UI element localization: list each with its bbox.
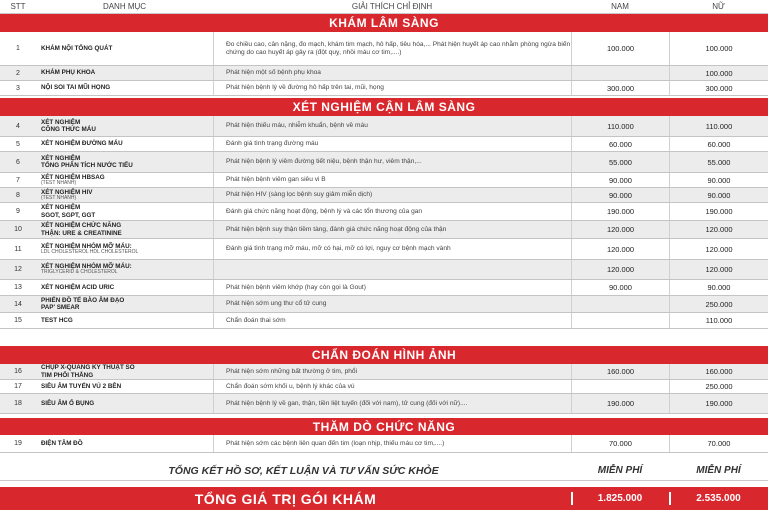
total-label: TỔNG GIÁ TRỊ GÓI KHÁM [194, 490, 377, 507]
row-price-nu: 100.000 [669, 66, 768, 80]
row-stt: 12 [14, 266, 22, 273]
total-bar [0, 487, 768, 510]
item-name-line: XÉT NGHIỆM HBSAG [41, 173, 105, 181]
table-row [0, 260, 768, 280]
row-desc [213, 260, 571, 279]
row-stt: 11 [14, 245, 22, 253]
row-stt: 8 [16, 191, 20, 199]
header-stt: STT [10, 2, 26, 11]
row-stt: 15 [14, 317, 22, 324]
table-header [0, 0, 768, 14]
row-stt: 16 [14, 368, 22, 375]
row-desc: Phát hiện một số bệnh phụ khoa [213, 66, 571, 80]
row-item [36, 152, 213, 172]
row-stt: 2 [16, 69, 20, 77]
row-desc: Đánh giá chức năng hoạt động, bệnh lý và các tổn thương của gan [213, 203, 571, 220]
row-desc: Phát hiện sớm những bất thường ở tim, phổi [213, 364, 571, 379]
item-name-line: XÉT NGHIỆM NHÓM MỠ MÁU: [41, 263, 132, 270]
table-row [0, 296, 768, 313]
row-desc: Phát hiện bệnh lý về đường hô hấp trên tai, mũi, họng [213, 81, 571, 95]
row-desc: Phát hiện sớm ung thư cổ tử cung [213, 296, 571, 312]
row-item [36, 380, 213, 393]
row-desc: Chẩn đoán thai sớm [213, 313, 571, 328]
row-desc: Phát hiện bệnh lý viêm đường tiết niệu, bệnh thận hư, viêm thận,... [213, 152, 571, 172]
row-price-nu: 55.000 [669, 152, 768, 172]
table-row [0, 116, 768, 137]
row-price-nu: 190.000 [669, 394, 768, 413]
row-price-nu: 90.000 [669, 280, 768, 295]
row-price-nam: 55.000 [571, 152, 669, 172]
row-price-nu: 70.000 [669, 435, 768, 452]
row-desc: Phát hiện HIV (sàng lọc bệnh suy giảm miễn dịch) [213, 188, 571, 202]
row-price-nam: 120.000 [571, 239, 669, 259]
row-price-nu: 100.000 [669, 32, 768, 65]
row-price-nu: 300.000 [669, 81, 768, 95]
header-nam: NAM [611, 2, 629, 11]
row-desc: Phát hiện bệnh suy thận tiềm tàng, đánh giá chức năng hoạt động của thận [213, 221, 571, 238]
row-price-nam [571, 313, 669, 328]
row-item [36, 296, 213, 312]
row-price-nam: 70.000 [571, 435, 669, 452]
row-item [36, 239, 213, 259]
row-price-nu: 120.000 [669, 221, 768, 238]
row-price-nam: 100.000 [571, 32, 669, 65]
row-stt: 3 [16, 84, 20, 92]
row-item [36, 116, 213, 136]
row-price-nam: 120.000 [571, 260, 669, 279]
row-stt: 14 [14, 300, 22, 308]
table-row [0, 152, 768, 173]
row-stt: 10 [14, 226, 22, 233]
total-nu: 2.535.000 [696, 493, 741, 504]
row-price-nam: 190.000 [571, 203, 669, 220]
row-item [36, 435, 213, 452]
item-name-line: XÉT NGHIỆM ĐƯỜNG MÁU [41, 140, 123, 148]
item-name-line: KHÁM PHỤ KHOA [41, 69, 96, 77]
row-desc: Đánh giá tình trạng mỡ máu, mỡ có hại, mỡ có lợi, nguy cơ bệnh mạch vành [213, 239, 571, 259]
row-item [36, 313, 213, 328]
row-stt: 5 [16, 140, 20, 148]
table-row [0, 280, 768, 296]
row-price-nu: 110.000 [669, 313, 768, 328]
item-name-line: XÉT NGHIỆM ACID URIC [41, 283, 115, 291]
header-danh-muc: DANH MỤC [102, 2, 147, 11]
row-price-nu: 250.000 [669, 296, 768, 312]
row-stt: 19 [14, 440, 22, 447]
row-desc: Đánh giá tình trạng đường máu [213, 137, 571, 151]
item-name-line: PHIẾN ĐỒ TẾ BÀO ÂM ĐẠO [41, 296, 125, 304]
table-row [0, 66, 768, 81]
row-price-nu: 60.000 [669, 137, 768, 151]
row-price-nam: 190.000 [571, 394, 669, 413]
row-desc: Phát hiện thiếu máu, nhiễm khuẩn, bệnh về máu [213, 116, 571, 136]
summary-nu: MIỄN PHÍ [696, 465, 741, 476]
row-price-nam: 300.000 [571, 81, 669, 95]
row-stt: 1 [16, 45, 20, 52]
row-item [36, 203, 213, 220]
row-desc: Phát hiện bệnh lý về gan, thận, tiền liệt tuyến (đối với nam), tử cung (đối với nữ).... [213, 394, 571, 413]
table-row [0, 313, 768, 329]
row-price-nu: 90.000 [669, 173, 768, 187]
table-row [0, 32, 768, 66]
row-desc: Phát hiện bệnh viêm gan siêu vi B [213, 173, 571, 187]
row-item [36, 188, 213, 202]
item-name-sub: (TEST NHANH) [41, 194, 77, 201]
row-stt: 13 [14, 284, 22, 291]
item-name-line: XÉT NGHIỆM [41, 204, 81, 212]
item-name-line: CHỤP X-QUANG KỸ THUẬT SỐ [41, 364, 135, 372]
row-stt: 6 [16, 158, 20, 166]
row-item [36, 394, 213, 413]
item-name-line: TEST HCG [41, 316, 73, 324]
table-row [0, 380, 768, 394]
table-row [0, 239, 768, 260]
item-name-line: CÔNG THỨC MÁU [41, 126, 96, 133]
table-row [0, 394, 768, 414]
row-item [36, 137, 213, 151]
table-row [0, 435, 768, 453]
row-price-nu: 110.000 [669, 116, 768, 136]
item-name-line: NỘI SOI TAI MŨI HỌNG [41, 84, 111, 92]
item-name-sub: LDL CHOLESTEROL HDL CHOLESTEROL [41, 248, 139, 255]
item-name-sub: TRIGLYCERID & CHOLESTEROL [41, 269, 118, 276]
section-header: CHẨN ĐOÁN HÌNH ẢNH [0, 346, 768, 364]
header-giai-thich: GIẢI THÍCH CHỈ ĐỊNH [351, 2, 433, 11]
table-row [0, 203, 768, 221]
item-name-line: ĐIỆN TÂM ĐỒ [41, 439, 83, 447]
header-nu: NỮ [712, 2, 725, 11]
item-name-line: XÉT NGHIỆM CHỨC NĂNG [41, 222, 122, 230]
row-desc: Chẩn đoán sớm khối u, bệnh lý khác của vú [213, 380, 571, 393]
row-item [36, 81, 213, 95]
item-name-line: THẬN: URE & CREATININE [41, 229, 122, 237]
table-row [0, 364, 768, 380]
row-price-nam: 90.000 [571, 280, 669, 295]
row-stt: 9 [16, 208, 20, 215]
row-item [36, 32, 213, 65]
table-row [0, 221, 768, 239]
row-item [36, 221, 213, 238]
row-item [36, 364, 213, 379]
section-header: THĂM DÒ CHỨC NĂNG [0, 418, 768, 435]
item-name-line: XÉT NGHIỆM [41, 154, 81, 162]
summary-label: TỔNG KẾT HỒ SƠ, KẾT LUẬN VÀ TƯ VẤN SỨC KHỎE [168, 464, 439, 477]
row-stt: 7 [16, 176, 20, 184]
item-name-line: SGOT, SGPT, GGT [41, 211, 96, 219]
row-price-nam: 160.000 [571, 364, 669, 379]
section-header: XÉT NGHIỆM CẬN LÂM SÀNG [0, 98, 768, 116]
row-price-nam: 120.000 [571, 221, 669, 238]
table-row [0, 81, 768, 96]
row-stt: 17 [14, 383, 22, 390]
row-price-nam [571, 296, 669, 312]
row-desc: Phát hiện bệnh viêm khớp (hay còn gọi là Gout) [213, 280, 571, 295]
item-name-sub: (TEST NHANH) [41, 179, 77, 186]
item-name-line: KHÁM NỘI TỔNG QUÁT [41, 44, 113, 52]
row-desc: Đo chiều cao, cân nặng, đo mạch, khám tim mạch, hô hấp, tiêu hóa,... Phát hiện huyết áp cao nhằm phòng ngừa biến chứng do cao huyết áp gây ra (đột quỵ, nhồi máu cơ tim,....) [213, 32, 571, 65]
table-row [0, 137, 768, 152]
summary-nam: MIỄN PHÍ [597, 465, 643, 476]
row-price-nu: 120.000 [669, 239, 768, 259]
row-price-nu: 190.000 [669, 203, 768, 220]
row-price-nam [571, 66, 669, 80]
row-item [36, 173, 213, 187]
item-name-line: TỔNG PHÂN TÍCH NƯỚC TIỂU [41, 162, 133, 169]
row-price-nam [571, 380, 669, 393]
row-price-nu: 90.000 [669, 188, 768, 202]
item-name-line: XÉT NGHIỆM [41, 118, 81, 126]
item-name-line: SIÊU ÂM TUYẾN VÚ 2 BÊN [41, 382, 122, 390]
row-price-nam: 90.000 [571, 188, 669, 202]
item-name-line: SIÊU ÂM Ổ BỤNG [41, 399, 95, 407]
section-header: KHÁM LÂM SÀNG [0, 14, 768, 32]
row-price-nu: 160.000 [669, 364, 768, 379]
item-name-line: XÉT NGHIỆM NHÓM MỠ MÁU: [41, 242, 132, 250]
row-item [36, 280, 213, 295]
item-name-line: TIM PHỔI THẲNG [41, 371, 94, 379]
row-price-nu: 120.000 [669, 260, 768, 279]
row-item [36, 66, 213, 80]
row-price-nam: 110.000 [571, 116, 669, 136]
row-stt: 18 [14, 400, 22, 407]
summary-row [0, 461, 768, 481]
row-price-nam: 60.000 [571, 137, 669, 151]
table-row [0, 188, 768, 203]
row-item [36, 260, 213, 279]
row-desc: Phát hiện sớm các bệnh liên quan đến tim (loạn nhịp, thiếu máu cơ tim,....) [213, 435, 571, 452]
row-stt: 4 [16, 122, 20, 130]
item-name-line: XÉT NGHIỆM HIV [41, 188, 93, 196]
total-nam: 1.825.000 [597, 493, 643, 504]
row-price-nu: 250.000 [669, 380, 768, 393]
row-price-nam: 90.000 [571, 173, 669, 187]
table-row [0, 173, 768, 188]
item-name-line: PAP' SMEAR [41, 304, 80, 311]
